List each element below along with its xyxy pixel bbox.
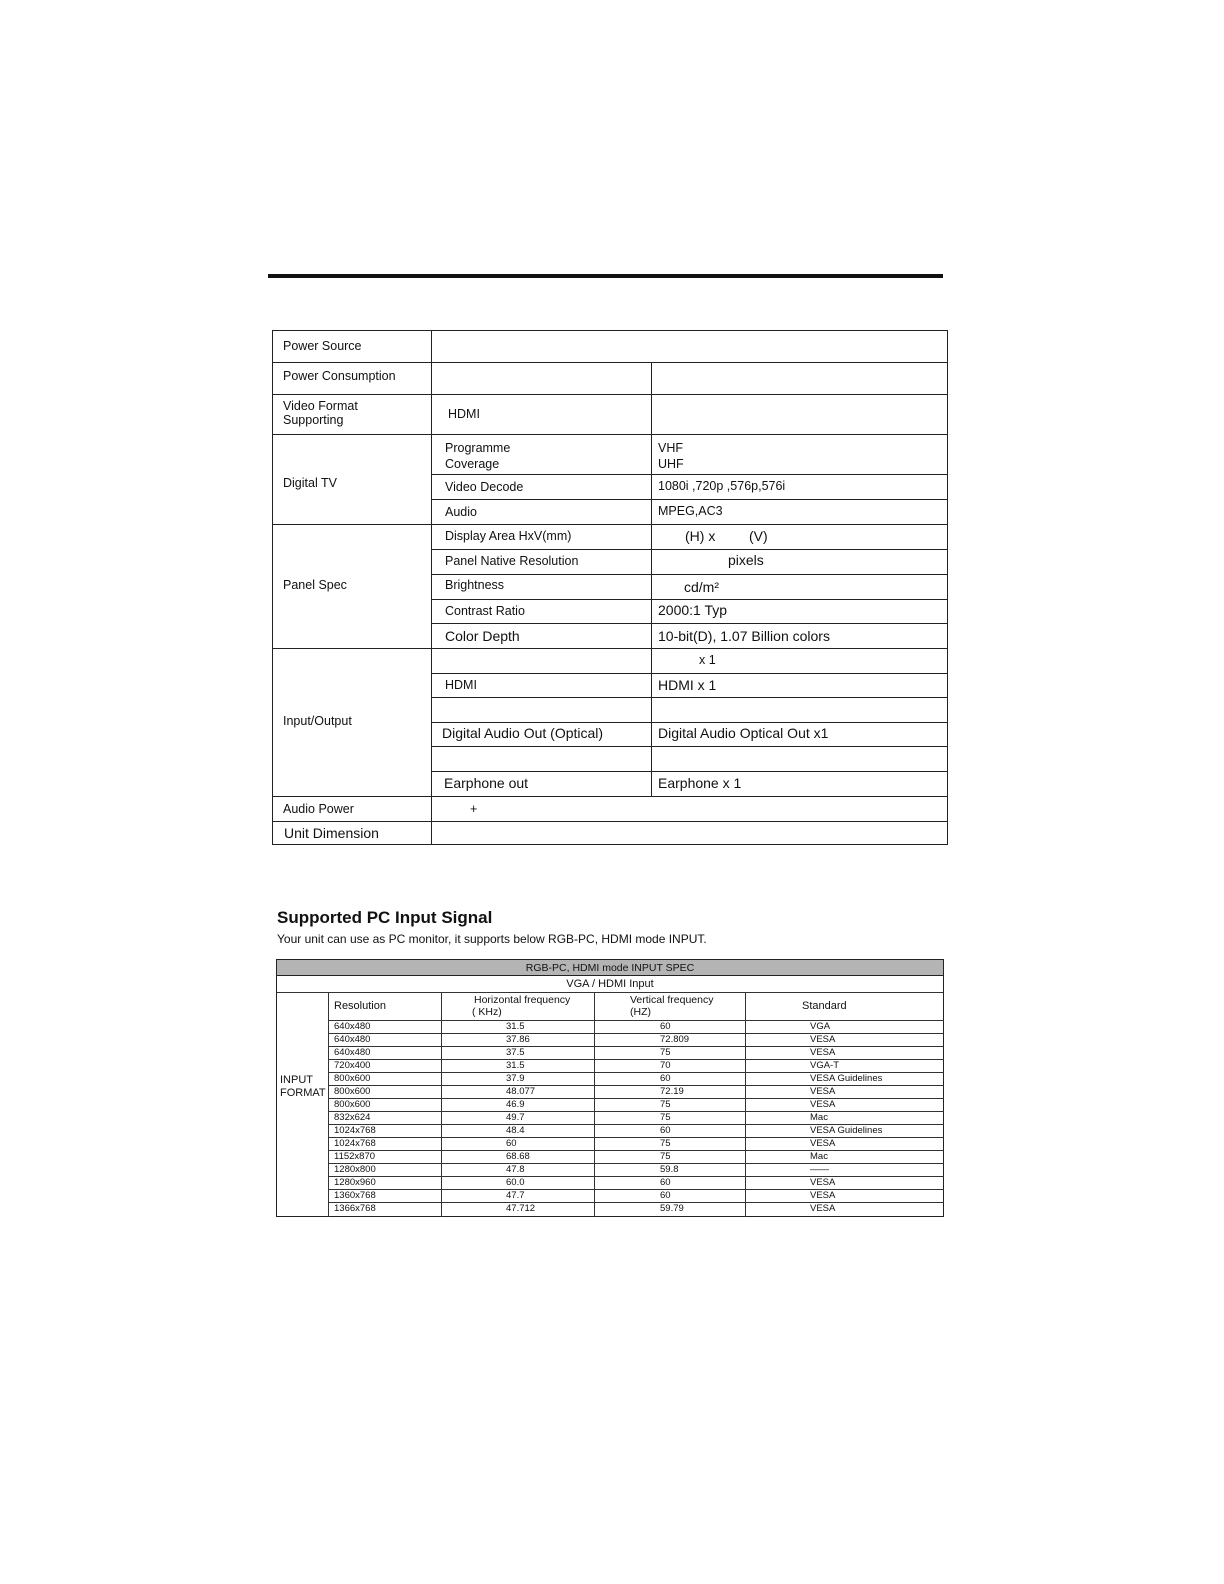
row-divider — [273, 394, 947, 395]
table-subcaption: VGA / HDMI Input — [566, 978, 654, 990]
standard-cell: —— — [810, 1164, 829, 1175]
table-row — [329, 1059, 944, 1072]
digital-audio-value: Digital Audio Optical Out x1 — [658, 725, 829, 741]
color-depth-label: Color Depth — [445, 628, 520, 644]
table-row — [329, 1150, 944, 1163]
contrast-ratio-label: Contrast Ratio — [445, 604, 525, 618]
header-horizontal-frequency: Horizontal frequency — [474, 994, 571, 1006]
video-decode-value: 1080i ,720p ,576p,576i — [658, 479, 786, 493]
row-divider — [431, 771, 948, 772]
horizontal-frequency-cell: 37.5 — [506, 1047, 525, 1058]
pc-input-table — [276, 959, 944, 1217]
row-divider — [273, 796, 947, 797]
resolution-cell: 1366x768 — [334, 1203, 376, 1214]
vertical-frequency-cell: 59.79 — [660, 1203, 684, 1214]
horizontal-frequency-cell: 48.4 — [506, 1125, 525, 1136]
vertical-frequency-cell: 75 — [660, 1151, 671, 1162]
standard-cell: VGA-T — [810, 1060, 840, 1071]
brightness-label: Brightness — [445, 578, 505, 592]
resolution-cell: 640x480 — [334, 1021, 371, 1032]
table-row — [329, 1020, 944, 1033]
standard-cell: VESA — [810, 1190, 836, 1201]
row-divider — [431, 746, 948, 747]
display-area-v: (V) — [749, 528, 768, 544]
hdmi-value: HDMI x 1 — [658, 677, 717, 693]
resolution-cell: 640x480 — [334, 1047, 371, 1058]
vertical-frequency-cell: 75 — [660, 1112, 671, 1123]
resolution-cell: 720x400 — [334, 1060, 371, 1071]
audio-label: Audio — [445, 505, 477, 519]
header-horizontal-frequency-unit: ( KHz) — [472, 1006, 502, 1018]
resolution-cell: 832x624 — [334, 1112, 371, 1123]
standard-cell: VESA Guidelines — [810, 1125, 883, 1136]
header-rule — [268, 274, 943, 278]
vertical-frequency-cell: 59.8 — [660, 1164, 679, 1175]
horizontal-frequency-cell: 60 — [506, 1138, 517, 1149]
vertical-frequency-cell: 60 — [660, 1190, 671, 1201]
video-format-label-2: Supporting — [283, 413, 344, 427]
resolution-cell: 640x480 — [334, 1034, 371, 1045]
power-source-label: Power Source — [283, 339, 362, 353]
section-title: Supported PC Input Signal — [277, 908, 493, 927]
resolution-cell: 800x600 — [334, 1073, 371, 1084]
input-output-label: Input/Output — [283, 714, 352, 728]
display-area-h: (H) x — [685, 528, 716, 544]
video-decode-label: Video Decode — [445, 480, 524, 494]
contrast-ratio-value: 2000:1 Typ — [658, 602, 728, 618]
brightness-value: cd/m² — [684, 579, 719, 595]
video-format-value: HDMI — [448, 407, 480, 421]
horizontal-frequency-cell: 47.8 — [506, 1164, 525, 1175]
horizontal-frequency-cell: 31.5 — [506, 1021, 525, 1032]
vhf-value: VHF — [658, 441, 683, 455]
row-divider — [431, 574, 948, 575]
header-vertical-frequency: Vertical frequency — [630, 994, 714, 1006]
row-divider — [431, 673, 948, 674]
io-row1-value: x 1 — [699, 653, 716, 667]
vertical-frequency-cell: 60 — [660, 1021, 671, 1032]
standard-cell: VESA — [810, 1099, 836, 1110]
specification-table — [272, 330, 948, 845]
table-row — [329, 1111, 944, 1124]
vertical-frequency-cell: 72.809 — [660, 1034, 690, 1045]
resolution-cell: 800x600 — [334, 1099, 371, 1110]
resolution-cell: 1280x800 — [334, 1164, 376, 1175]
table-row — [329, 1098, 944, 1111]
row-divider — [273, 362, 947, 363]
resolution-cell: 1280x960 — [334, 1177, 376, 1188]
vertical-frequency-cell: 75 — [660, 1138, 671, 1149]
section-description: Your unit can use as PC monitor, it supports below RGB-PC, HDMI mode INPUT. — [277, 932, 707, 946]
row-divider — [431, 474, 948, 475]
row-divider — [273, 821, 947, 822]
panel-spec-label: Panel Spec — [283, 578, 347, 592]
table-row — [329, 1163, 944, 1176]
resolution-cell: 1024x768 — [334, 1125, 376, 1136]
earphone-value: Earphone x 1 — [658, 775, 742, 791]
column-divider — [651, 434, 652, 796]
header-vertical-frequency-unit: (HZ) — [630, 1006, 651, 1018]
input-format-label — [280, 1074, 326, 1100]
horizontal-frequency-cell: 47.7 — [506, 1190, 525, 1201]
color-depth-value: 10-bit(D), 1.07 Billion colors — [658, 628, 830, 644]
table-row — [329, 1072, 944, 1085]
audio-power-value: + — [470, 802, 478, 816]
table-row — [329, 1189, 944, 1202]
vertical-frequency-cell: 72.19 — [660, 1086, 684, 1097]
resolution-cell: 1152x870 — [334, 1151, 376, 1162]
vertical-frequency-cell: 70 — [660, 1060, 671, 1071]
row-divider — [277, 992, 943, 993]
standard-cell: VESA — [810, 1138, 836, 1149]
horizontal-frequency-cell: 48.077 — [506, 1086, 536, 1097]
horizontal-frequency-cell: 37.9 — [506, 1073, 525, 1084]
native-resolution-value: pixels — [728, 552, 764, 568]
horizontal-frequency-cell: 31.5 — [506, 1060, 525, 1071]
table-row — [329, 1033, 944, 1046]
table-row — [329, 1085, 944, 1098]
table-row — [329, 1046, 944, 1059]
audio-value: MPEG,AC3 — [658, 504, 723, 518]
unit-dimension-label: Unit Dimension — [284, 825, 379, 841]
row-divider — [431, 549, 948, 550]
display-area-label: Display Area HxV(mm) — [445, 529, 572, 543]
standard-cell: VESA — [810, 1203, 836, 1214]
row-divider — [431, 623, 948, 624]
header-resolution: Resolution — [334, 1000, 386, 1012]
vertical-frequency-cell: 75 — [660, 1047, 671, 1058]
digital-audio-label: Digital Audio Out (Optical) — [442, 725, 604, 741]
table-caption: RGB-PC, HDMI mode INPUT SPEC — [277, 960, 943, 976]
earphone-label: Earphone out — [444, 775, 529, 791]
row-divider — [431, 499, 948, 500]
standard-cell: VESA — [810, 1047, 836, 1058]
input-format-label-line1: INPUT — [280, 1074, 313, 1086]
row-divider — [273, 434, 947, 435]
table-row — [329, 1124, 944, 1137]
horizontal-frequency-cell: 60.0 — [506, 1177, 525, 1188]
horizontal-frequency-cell: 46.9 — [506, 1099, 525, 1110]
input-format-label-line2: FORMAT — [280, 1087, 326, 1099]
vertical-frequency-cell: 60 — [660, 1125, 671, 1136]
resolution-cell: 800x600 — [334, 1086, 371, 1097]
digital-tv-label: Digital TV — [283, 476, 337, 490]
standard-cell: VESA Guidelines — [810, 1073, 883, 1084]
header-standard: Standard — [802, 1000, 847, 1012]
table-row — [329, 1176, 944, 1189]
standard-cell: VESA — [810, 1177, 836, 1188]
audio-power-label: Audio Power — [283, 802, 354, 816]
resolution-cell: 1024x768 — [334, 1138, 376, 1149]
table-row — [329, 1202, 944, 1215]
programme-coverage-label: Programme — [445, 441, 511, 455]
horizontal-frequency-cell: 49.7 — [506, 1112, 525, 1123]
row-divider — [431, 697, 948, 698]
resolution-cell: 1360x768 — [334, 1190, 376, 1201]
uhf-value: UHF — [658, 457, 684, 471]
native-resolution-label: Panel Native Resolution — [445, 554, 579, 568]
column-divider — [431, 331, 432, 844]
standard-cell: Mac — [810, 1151, 828, 1162]
horizontal-frequency-cell: 37.86 — [506, 1034, 530, 1045]
standard-cell: Mac — [810, 1112, 828, 1123]
column-divider — [651, 362, 652, 434]
row-divider — [273, 524, 947, 525]
row-divider — [431, 599, 948, 600]
standard-cell: VESA — [810, 1086, 836, 1097]
horizontal-frequency-cell: 47.712 — [506, 1203, 536, 1214]
hdmi-label: HDMI — [445, 678, 477, 692]
row-divider — [273, 648, 947, 649]
vertical-frequency-cell: 75 — [660, 1099, 671, 1110]
vertical-frequency-cell: 60 — [660, 1073, 671, 1084]
power-consumption-label: Power Consumption — [283, 369, 396, 383]
table-row — [329, 1137, 944, 1150]
video-format-label: Video Format — [283, 399, 358, 413]
standard-cell: VESA — [810, 1034, 836, 1045]
horizontal-frequency-cell: 68.68 — [506, 1151, 530, 1162]
programme-coverage-label-2: Coverage — [445, 457, 500, 471]
vertical-frequency-cell: 60 — [660, 1177, 671, 1188]
signal-rows — [329, 1020, 944, 1215]
row-divider — [431, 722, 948, 723]
standard-cell: VGA — [810, 1021, 831, 1032]
